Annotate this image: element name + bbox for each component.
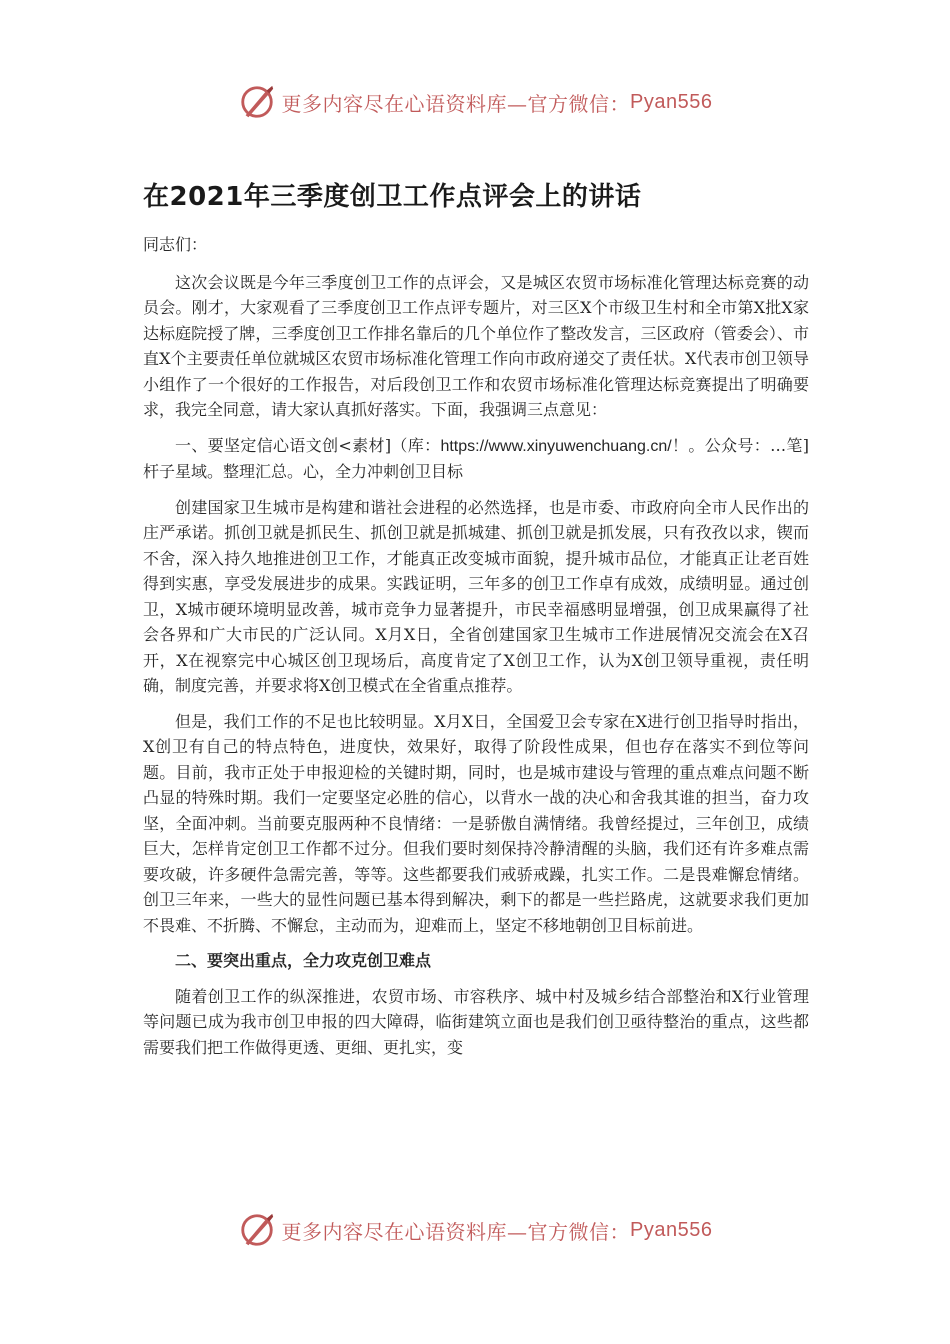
pen-logo-icon [238,83,276,121]
banner-wechat-id: Pyan556 [630,1218,713,1241]
paragraph-section-1-b: 但是，我们工作的不足也比较明显。X月X日，全国爱卫会专家在X进行创卫指导时指出，X创卫有自己的特点特色，进度快，效果好，取得了阶段性成果，但也存在落实不到位等问题。目前，我市正处于申报迎检的关键时期，同时，也是城市建设与管理的重点难点问题不断凸显的特殊时期。我们一定要坚定必胜的信心，以背水一战的决心和舍我其谁的担当，奋力攻坚，全面冲刺。当前要克服两种不良情绪：一是骄傲自满情绪。我曾经提过，三年创卫，成绩巨大，怎样肯定创卫工作都不过分。但我们要时刻保持冷静清醒的头脑，我们还有许多难点需要攻破，许多硬件急需完善，等等。这些都要我们戒骄戒躁，扎实工作。二是畏难懈怠情绪。创卫三年来，一些大的显性问题已基本得到解决，剩下的都是一些拦路虎，这就要求我们更加不畏难、不折腾、不懈怠，主动而为，迎难而上，坚定不移地朝创卫目标前进。 [143,711,809,935]
source-url-link: https://www.xinyuwenchuang.cn/ [440,437,672,455]
paragraph-intro: 这次会议既是今年三季度创卫工作的点评会，又是城区农贸市场标准化管理达标竞赛的动员会。刚才，大家观看了三季度创卫工作点评专题片，对三区X个市级卫生村和全市第X批X家达标庭院授了牌，三季度创卫工作排名靠后的几个单位作了整改发言，三区政府（管委会）、市直X个主要责任单位就城区农贸市场标准化管理工作向市政府递交了责任状。X代表市创卫领导小组作了一个很好的工作报告，对后段创卫工作和农贸市场标准化管理达标竞赛提出了明确要求，我完全同意，请大家认真抓好落实。下面，我强调三点意见： [143,272,809,419]
paragraph-section-2-a: 随着创卫工作的纵深推进，农贸市场、市容秩序、城中村及城乡结合部整治和X行业管理等问题已成为我市创卫申报的四大障碍，临街建筑立面也是我们创卫亟待整治的重点，这些都需要我们把工作做得更透、更细、更扎实，变 [143,986,809,1057]
section-heading-1-suffix: ！。公众号：…笔]杆子星域。整理汇总。心，全力冲刺创卫目标 [143,435,809,481]
header-watermark-banner [0,82,950,122]
document-body [143,232,809,1070]
banner-text: 更多内容尽在心语资料库—官方微信： [281,1219,631,1244]
paragraph-section-1-a: 创建国家卫生城市是构建和谐社会进程的必然选择，也是市委、市政府向全市人民作出的庄严承诺。抓创卫就是抓民生、抓创卫就是抓城建、抓创卫就是抓发展，只有孜孜以求，锲而不舍，深入持久地推进创卫工作，才能真正改变城市面貌，提升城市品位，才能真正让老百姓得到实惠，享受发展进步的成果。实践证明，三年多的创卫工作卓有成效，成绩明显。通过创卫，X城市硬环境明显改善，城市竞争力显著提升，市民幸福感明显增强，创卫成果赢得了社会各界和广大市民的广泛认同。X月X日，全省创建国家卫生城市工作进展情况交流会在X召开，X在视察完中心城区创卫现场后，高度肯定了X创卫工作，认为X创卫领导重视，责任明确，制度完善，并要求将X创卫模式在全省重点推荐。 [143,497,809,695]
banner-text: 更多内容尽在心语资料库—官方微信： [281,91,631,116]
section-heading-1-prefix: 一、要坚定信心语文创<素材]（库： [175,435,441,455]
footer-watermark-banner [0,1210,950,1250]
salutation: 同志们： [143,235,208,254]
document-title: 在2021年三季度创卫工作点评会上的讲话 [143,182,642,212]
section-heading-2: 二、要突出重点，全力攻克创卫难点 [175,951,432,970]
pen-logo-icon [238,1211,276,1249]
banner-wechat-id: Pyan556 [630,90,713,113]
section-heading-1 [143,433,809,485]
